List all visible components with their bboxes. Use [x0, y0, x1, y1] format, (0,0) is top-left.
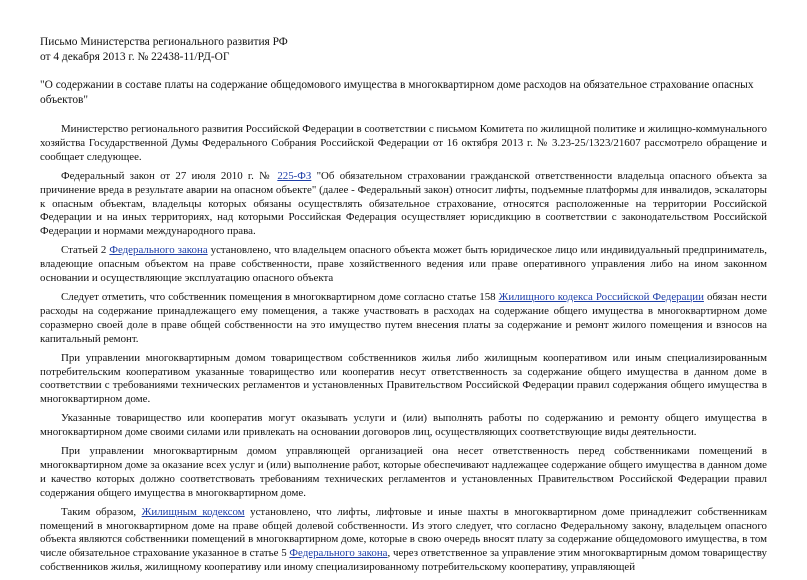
paragraph-2-text-a: Федеральный закон от 27 июля 2010 г. №: [61, 169, 278, 182]
link-federal-law-2[interactable]: Федерального закона: [289, 547, 388, 560]
paragraph-2: [40, 170, 767, 240]
paragraph-2-text-b: "Об обязательном страховании гражданской ответственности владельца опасного объекта за причинение вреда в результате аварии на опасном объекте" (далее - Федеральный закон) относит лифты, подъемные платформы для инвалидов, эскалаторы к опасным объектам, владельцы которых обязаны осуществлять обязательное страхование, относятся расположенные на территории Российской Федерации и на иных территориях, над которыми Российская Федерация осуществляет юрисдикцию в соответствии с законодательством Российской Федерации и нормами международного права.: [40, 169, 767, 238]
header-line-2: от 4 декабря 2013 г. № 22438-11/РД-ОГ: [40, 51, 230, 63]
paragraph-4-text-a: Следует отметить, что собственник помещения в многоквартирном доме согласно статье 158: [61, 290, 499, 303]
link-federal-law[interactable]: Федерального закона: [109, 244, 208, 257]
link-housing-code-rf[interactable]: Жилищного кодекса Российской Федерации: [498, 290, 704, 303]
document-body: [40, 123, 767, 575]
paragraph-8-text-c: , через ответственное за управление этим многоквартирным домом товариществу собственников жилья, жилищному кооперативу или иному специализированному потребительскому кооперативу, управляющей: [40, 547, 767, 574]
paragraph-4-text-b: обязан нести расходы на содержание принадлежащего ему помещения, а также участвовать в расходах на содержание общего имущества в многоквартирном доме соразмерно своей доле в праве общей собственности на это имущество путем внесения платы за содержание и ремонт жилого помещения и взносов на капитальный ремонт.: [40, 290, 767, 345]
paragraph-7: При управлении многоквартирным домом управляющей организацией она несет ответственность перед собственниками помещений в многоквартирном доме за оказание всех услуг и (или) выполнение работ, которые обеспечивают надлежащее содержание общего имущества в данном доме и качество которых должно соответствовать требованиям технических регламентов и установленных Правительством Российской Федерации правил содержания общего имущества в многоквартирном доме.: [40, 445, 767, 499]
paragraph-8: [40, 506, 767, 576]
link-housing-code[interactable]: Жилищным кодексом: [141, 505, 245, 518]
paragraph-8-text-b: установлено, что лифты, лифтовые и иные шахты в многоквартирном доме принадлежит собственникам помещений в многоквартирном доме на праве общей долевой собственности. Из этого следует, что согласно Федеральному закону, владельцем опасного объекта являются собственники помещений в многоквартирном доме, которые в свою очередь вносят плату за содержание общедомового имущества, в том числе обязательное страхование указанное в статье 5: [40, 505, 767, 560]
header-line-1: Письмо Министерства регионального развития РФ: [40, 36, 288, 48]
document-header: [40, 35, 767, 65]
paragraph-3-text-a: Статьей 2: [61, 244, 110, 257]
paragraph-5: При управлении многоквартирным домом товариществом собственников жилья либо жилищным кооперативом или иным специализированным потребительским кооперативом указанные товарищество или кооператив несут ответственность за содержание общего имущества в данном доме в соответствии с требованиями технических регламентов и установленных Правительством Российской Федерации правил содержания общего имущества в многоквартирном доме.: [40, 351, 767, 406]
paragraph-6: Указанные товарищество или кооператив могут оказывать услуги и (или) выполнять работы по содержанию и ремонту общего имущества в многоквартирном доме своими силами или привлекать на основании договоров лиц, осуществляющих соответствующие виды деятельности.: [40, 412, 767, 439]
paragraph-1: Министерство регионального развития Российской Федерации в соответствии с письмом Комитета по жилищной политике и жилищно-коммунального хозяйства Государственной Думы Федерального Собрания Российской Федерации от 16 октября 2013 г. № 3.23-25/1323/21607 рассмотрело обращение и сообщает следующее.: [40, 123, 767, 163]
paragraph-4: [40, 291, 767, 347]
paragraph-3-text-b: установлено, что владельцем опасного объекта может быть юридическое лицо или индивидуальный предприниматель, владеющие опасным объектом на праве собственности, праве хозяйственного ведения или праве оперативного управления либо на ином законном основании и осуществляющие эксплуатацию опасного объекта: [40, 244, 767, 285]
document-title: "О содержании в составе платы на содержание общедомового имущества в многоквартирном доме расходов на обязательное страхование опасных объектов": [40, 79, 754, 106]
paragraph-3: [40, 244, 767, 286]
link-225-fz[interactable]: 225-ФЗ: [277, 169, 312, 182]
paragraph-8-text-a: Таким образом,: [61, 505, 142, 518]
document-page: [40, 35, 767, 580]
